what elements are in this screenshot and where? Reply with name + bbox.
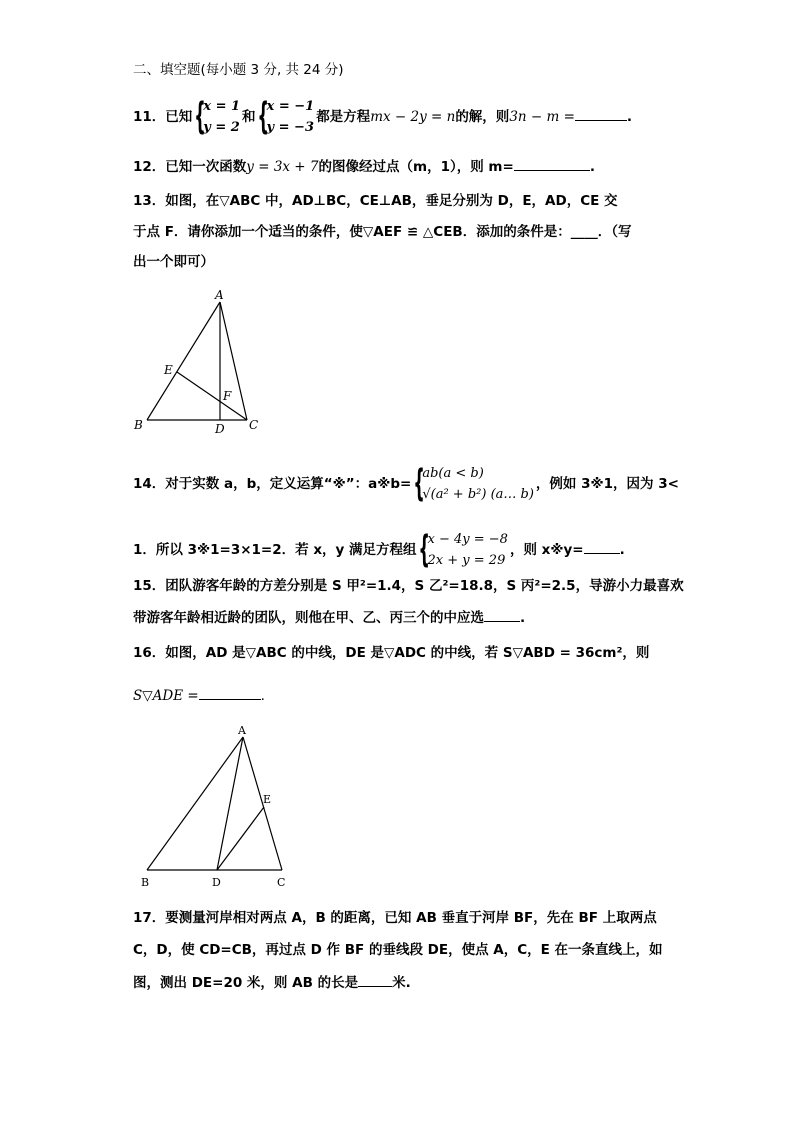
q17-line3b: 米.	[392, 975, 411, 991]
q16-triangle-figure	[135, 720, 295, 892]
q12-text1: 已知一次函数	[165, 159, 247, 175]
q15-line1: 团队游客年龄的方差分别是 S 甲²=1.4，S 乙²=18.8，S 丙²=2.5，导游小力最喜欢	[165, 578, 684, 594]
q16-label-b: B	[141, 876, 150, 889]
q16-label-a: A	[238, 724, 246, 737]
q14-sys-row2: 2x + y = 29	[427, 553, 506, 568]
q12-text2: 的图像经过点（m，1），则 m=	[318, 159, 514, 175]
q17-answer-blank[interactable]	[358, 972, 392, 987]
q14-answer-blank[interactable]	[584, 539, 620, 554]
question-14-line1	[133, 463, 679, 505]
q16-number: 16．	[133, 645, 166, 661]
q13-segment-ba	[147, 302, 220, 420]
question-17-line3	[133, 972, 411, 993]
q13-segment-ec	[177, 372, 247, 420]
q12-answer-blank[interactable]	[514, 156, 590, 171]
question-15-line1	[133, 576, 684, 596]
q11-text3: 都是方程	[316, 109, 371, 125]
q14-case1: ab(a < b)	[422, 466, 484, 481]
q12-number: 12．	[133, 159, 166, 175]
q17-number: 17．	[133, 910, 166, 926]
q14-text2: ，例如 3※1，因为 3<	[535, 476, 679, 492]
q17-line1: 要测量河岸相对两点 A，B 的距离，已知 AB 垂直于河岸 BF，先在 BF 上取两点	[165, 910, 657, 926]
q16-tail: .	[260, 688, 265, 704]
q13-label-a: A	[215, 288, 224, 302]
question-16-line2	[133, 685, 265, 706]
q15-number: 15．	[133, 578, 166, 594]
q11-answer-blank[interactable]	[575, 106, 627, 121]
q13-number: 13．	[133, 193, 166, 209]
q16-line2: S▽ADE =	[133, 688, 199, 704]
brace-icon: {	[194, 94, 206, 138]
q11-expression: 3n − m =	[509, 109, 575, 125]
q15-tail: .	[520, 610, 526, 626]
q16-label-d: D	[212, 876, 221, 889]
q16-segment-de	[217, 807, 264, 870]
brace-icon: {	[257, 94, 269, 138]
q13-label-d: D	[215, 422, 225, 436]
q16-label-e: E	[263, 793, 272, 806]
q14-case2: √(a² + b²) (a… b)	[422, 487, 534, 502]
q14-number: 14．	[133, 476, 166, 492]
q14-line2a: 1．所以 3※1=3×1=2．若 x，y 满足方程组	[133, 542, 417, 558]
q11-text1: 已知	[165, 109, 193, 125]
question-17-line1	[133, 908, 657, 928]
q11-sys2-row2: y = −3	[266, 120, 314, 135]
q14-line2b: ，则 x※y=	[509, 542, 584, 558]
section-title: 二、填空题(每小题 3 分, 共 24 分)	[133, 62, 344, 78]
question-17-line2: C，D，使 CD=CB，再过点 D 作 BF 的垂线段 DE，使点 A，C，E 在一条直线上，如	[133, 942, 663, 958]
q17-line3a: 图，测出 DE=20 米，则 AB 的长是	[133, 975, 359, 991]
q14-tail: .	[619, 542, 625, 558]
question-15-line2	[133, 607, 525, 628]
q16-segment-ad	[217, 737, 243, 870]
q13-label-f: F	[223, 389, 232, 403]
question-13-line1	[133, 191, 618, 211]
question-14-line2	[133, 529, 625, 571]
q14-system	[419, 529, 508, 571]
q11-text2: 和	[242, 109, 256, 125]
question-16-line1	[133, 643, 649, 663]
q11-system-2	[258, 96, 315, 138]
q12-equation: y = 3x + 7	[246, 159, 319, 175]
q14-piecewise	[413, 463, 534, 505]
q13-triangle-figure	[130, 285, 265, 440]
q11-sys1-row2: y = 2	[203, 120, 240, 135]
q14-sys-row1: x − 4y = −8	[427, 532, 508, 547]
q11-number: 11．	[133, 109, 166, 125]
question-13-line2: 于点 F．请你添加一个适当的条件，使▽AEF ≌ △CEB．添加的条件是：____．（写	[133, 224, 632, 240]
q11-text4: 的解，则	[455, 109, 510, 125]
question-13-line3: 出一个即可）	[133, 254, 214, 270]
q16-answer-blank[interactable]	[199, 685, 261, 700]
q15-answer-blank[interactable]	[484, 607, 520, 622]
q16-label-c: C	[277, 876, 286, 889]
brace-icon: {	[413, 461, 425, 505]
q16-line1: 如图，AD 是▽ABC 的中线，DE 是▽ADC 的中线，若 S▽ABD = 36cm²，则	[165, 645, 650, 661]
q13-label-c: C	[249, 418, 259, 432]
q11-equation: mx − 2y = n	[370, 109, 456, 125]
q11-tail: .	[626, 109, 633, 125]
q11-sys2-row1: x = −1	[266, 99, 315, 114]
q15-line2: 带游客年龄相近龄的团队，则他在甲、乙、丙三个的中应选	[133, 610, 484, 626]
question-12	[133, 156, 595, 177]
brace-icon: {	[418, 527, 430, 571]
q12-tail: .	[589, 159, 595, 175]
q11-sys1-row1: x = 1	[203, 99, 241, 114]
question-11	[133, 96, 632, 138]
q11-system-1	[194, 96, 240, 138]
q13-label-b: B	[134, 418, 143, 432]
q14-text1: 对于实数 a，b，定义运算“※”：a※b=	[165, 476, 412, 492]
q16-segment-ba	[147, 737, 243, 870]
q13-line1: 如图，在▽ABC 中，AD⊥BC，CE⊥AB，垂足分别为 D，E，AD，CE 交	[165, 193, 618, 209]
q13-label-e: E	[164, 363, 173, 377]
